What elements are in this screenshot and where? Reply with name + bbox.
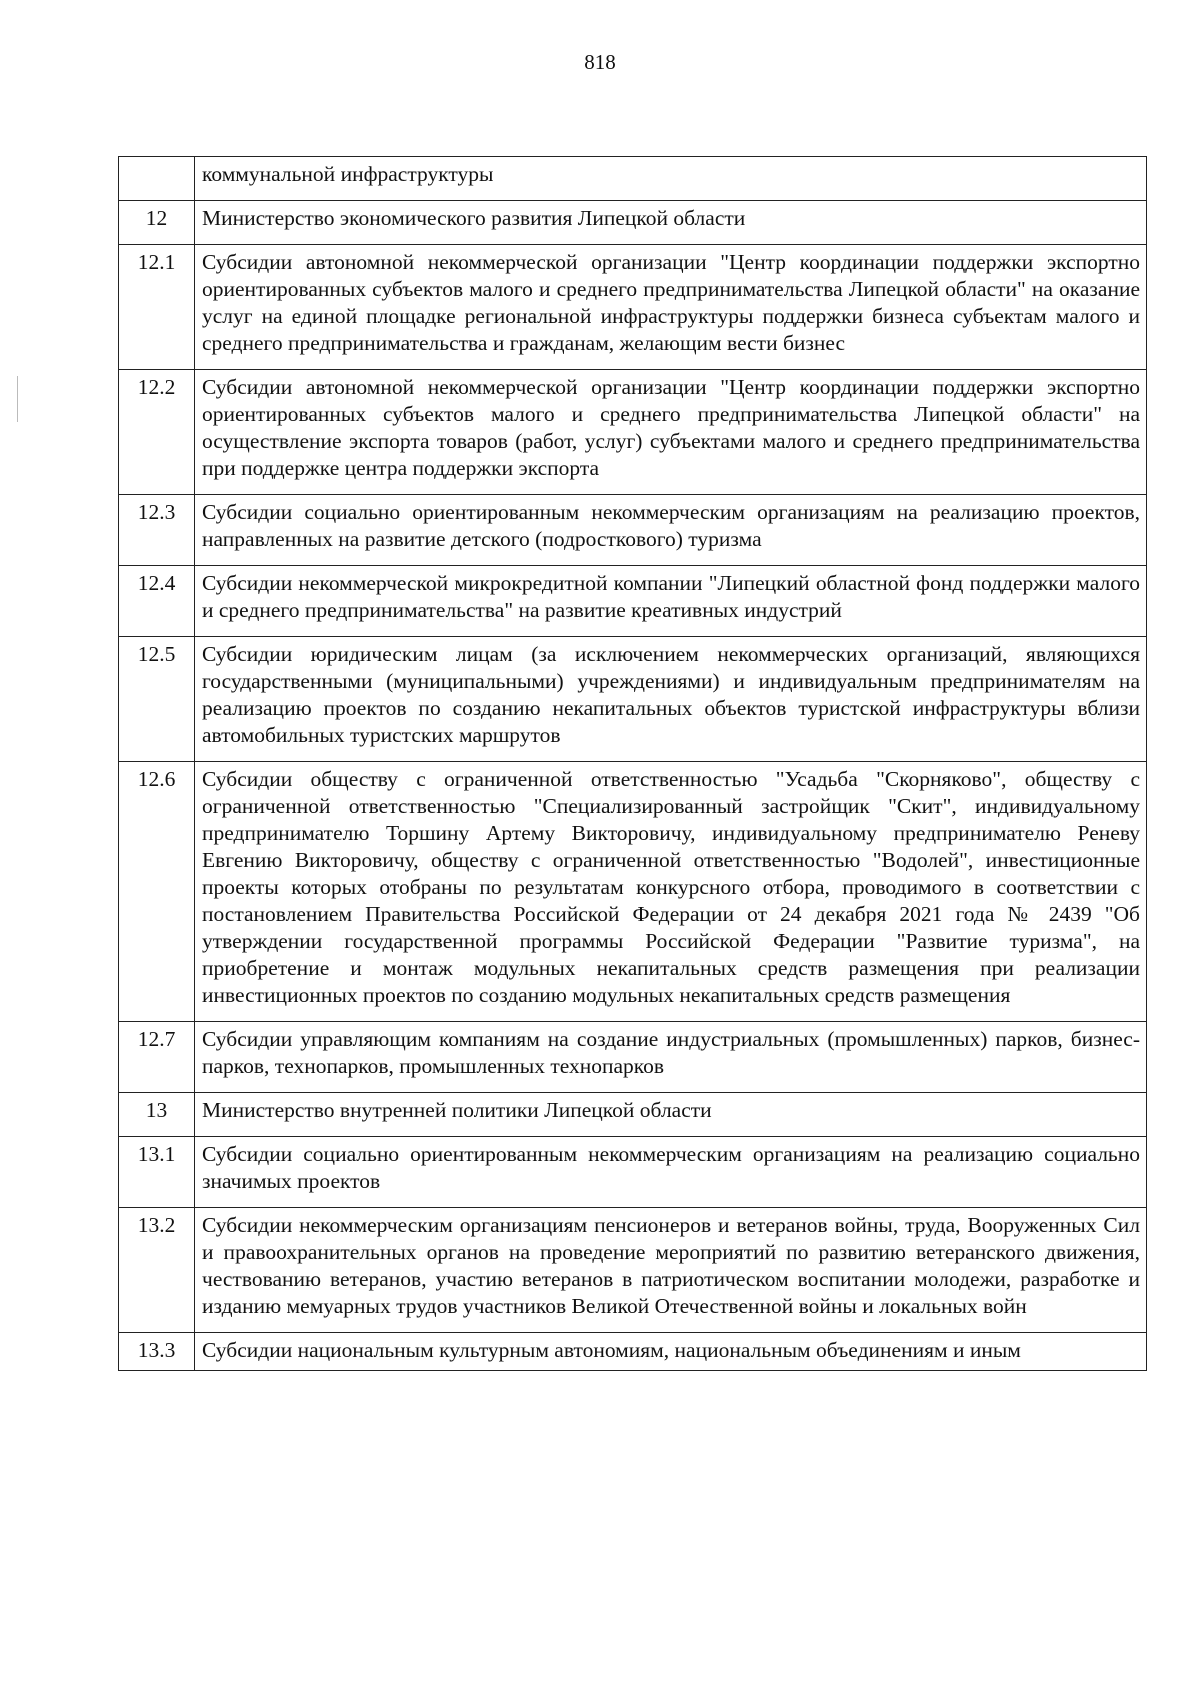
row-number bbox=[119, 157, 195, 201]
row-text: Субсидии социально ориентированным некоммерческим организациям на реализацию проектов, направленных на развитие детского (подросткового) туризма bbox=[195, 495, 1147, 566]
row-text: Субсидии некоммерческим организациям пенсионеров и ветеранов войны, труда, Вооруженных Сил и правоохранительных органов на проведение мероприятий по развитию ветеранского движения, чествованию ветеранов, участию ветеранов в патриотическом воспитании молодежи, разработке и изданию мемуарных трудов участников Великой Отечественной войны и локальных войн bbox=[195, 1208, 1147, 1333]
table-row bbox=[119, 157, 1147, 201]
table-row bbox=[119, 201, 1147, 245]
row-text: Министерство экономического развития Липецкой области bbox=[195, 201, 1147, 245]
table-row bbox=[119, 1333, 1147, 1371]
subsidies-table bbox=[118, 156, 1147, 1371]
row-number: 12.6 bbox=[119, 762, 195, 1022]
table-row bbox=[119, 245, 1147, 370]
row-text: Субсидии юридическим лицам (за исключением некоммерческих организаций, являющихся государственными (муниципальными) учреждениями) и индивидуальным предпринимателям на реализацию проектов по созданию некапитальных объектов туристской инфраструктуры вблизи автомобильных туристских маршрутов bbox=[195, 637, 1147, 762]
table-row bbox=[119, 1022, 1147, 1093]
row-text: Субсидии некоммерческой микрокредитной компании "Липецкий областной фонд поддержки малого и среднего предпринимательства" на развитие креативных индустрий bbox=[195, 566, 1147, 637]
row-number: 13.1 bbox=[119, 1137, 195, 1208]
row-text: Субсидии социально ориентированным некоммерческим организациям на реализацию социально значимых проектов bbox=[195, 1137, 1147, 1208]
table-row bbox=[119, 762, 1147, 1022]
table-row bbox=[119, 566, 1147, 637]
table-row bbox=[119, 370, 1147, 495]
row-number: 12 bbox=[119, 201, 195, 245]
row-number: 13.3 bbox=[119, 1333, 195, 1371]
row-text: коммунальной инфраструктуры bbox=[195, 157, 1147, 201]
row-number: 12.1 bbox=[119, 245, 195, 370]
row-text: Субсидии автономной некоммерческой организации "Центр координации поддержки экспортно ориентированных субъектов малого и среднего предпринимательства Липецкой области" на осуществление экспорта товаров (работ, услуг) субъектами малого и среднего предпринимательства при поддержке центра поддержки экспорта bbox=[195, 370, 1147, 495]
table-row bbox=[119, 1093, 1147, 1137]
row-number: 12.2 bbox=[119, 370, 195, 495]
table-row bbox=[119, 637, 1147, 762]
page-number: 818 bbox=[584, 50, 616, 74]
row-number: 13 bbox=[119, 1093, 195, 1137]
table-row bbox=[119, 1137, 1147, 1208]
table-body bbox=[119, 157, 1147, 1371]
row-text: Субсидии обществу с ограниченной ответственностью "Усадьба "Скорняково", обществу с ограниченной ответственностью "Специализированный застройщик "Скит", индивидуальному предпринимателю Торшину Артему Викторовичу, индивидуальному предпринимателю Реневу Евгению Викторовичу, обществу с ограниченной ответственностью "Водолей", инвестиционные проекты которых отобраны по результатам конкурсного отбора, проводимого в соответствии с постановлением Правительства Российской Федерации от 24 декабря 2021 года № 2439 "Об утверждении государственной программы Российской Федерации "Развитие туризма", на приобретение и монтаж модульных некапитальных средств размещения при реализации инвестиционных проектов по созданию модульных некапитальных средств размещения bbox=[195, 762, 1147, 1022]
row-number: 12.5 bbox=[119, 637, 195, 762]
table-row bbox=[119, 495, 1147, 566]
row-number: 12.7 bbox=[119, 1022, 195, 1093]
row-text: Субсидии национальным культурным автономиям, национальным объединениям и иным bbox=[195, 1333, 1147, 1371]
row-text: Субсидии управляющим компаниям на создание индустриальных (промышленных) парков, бизнес-парков, технопарков, промышленных технопарков bbox=[195, 1022, 1147, 1093]
row-text: Субсидии автономной некоммерческой организации "Центр координации поддержки экспортно ориентированных субъектов малого и среднего предпринимательства Липецкой области" на оказание услуг на единой площадке региональной инфраструктуры поддержки бизнеса субъектам малого и среднего предпринимательства и гражданам, желающим вести бизнес bbox=[195, 245, 1147, 370]
row-number: 13.2 bbox=[119, 1208, 195, 1333]
row-text: Министерство внутренней политики Липецкой области bbox=[195, 1093, 1147, 1137]
row-number: 12.4 bbox=[119, 566, 195, 637]
row-number: 12.3 bbox=[119, 495, 195, 566]
margin-mark bbox=[17, 376, 18, 422]
table-row bbox=[119, 1208, 1147, 1333]
